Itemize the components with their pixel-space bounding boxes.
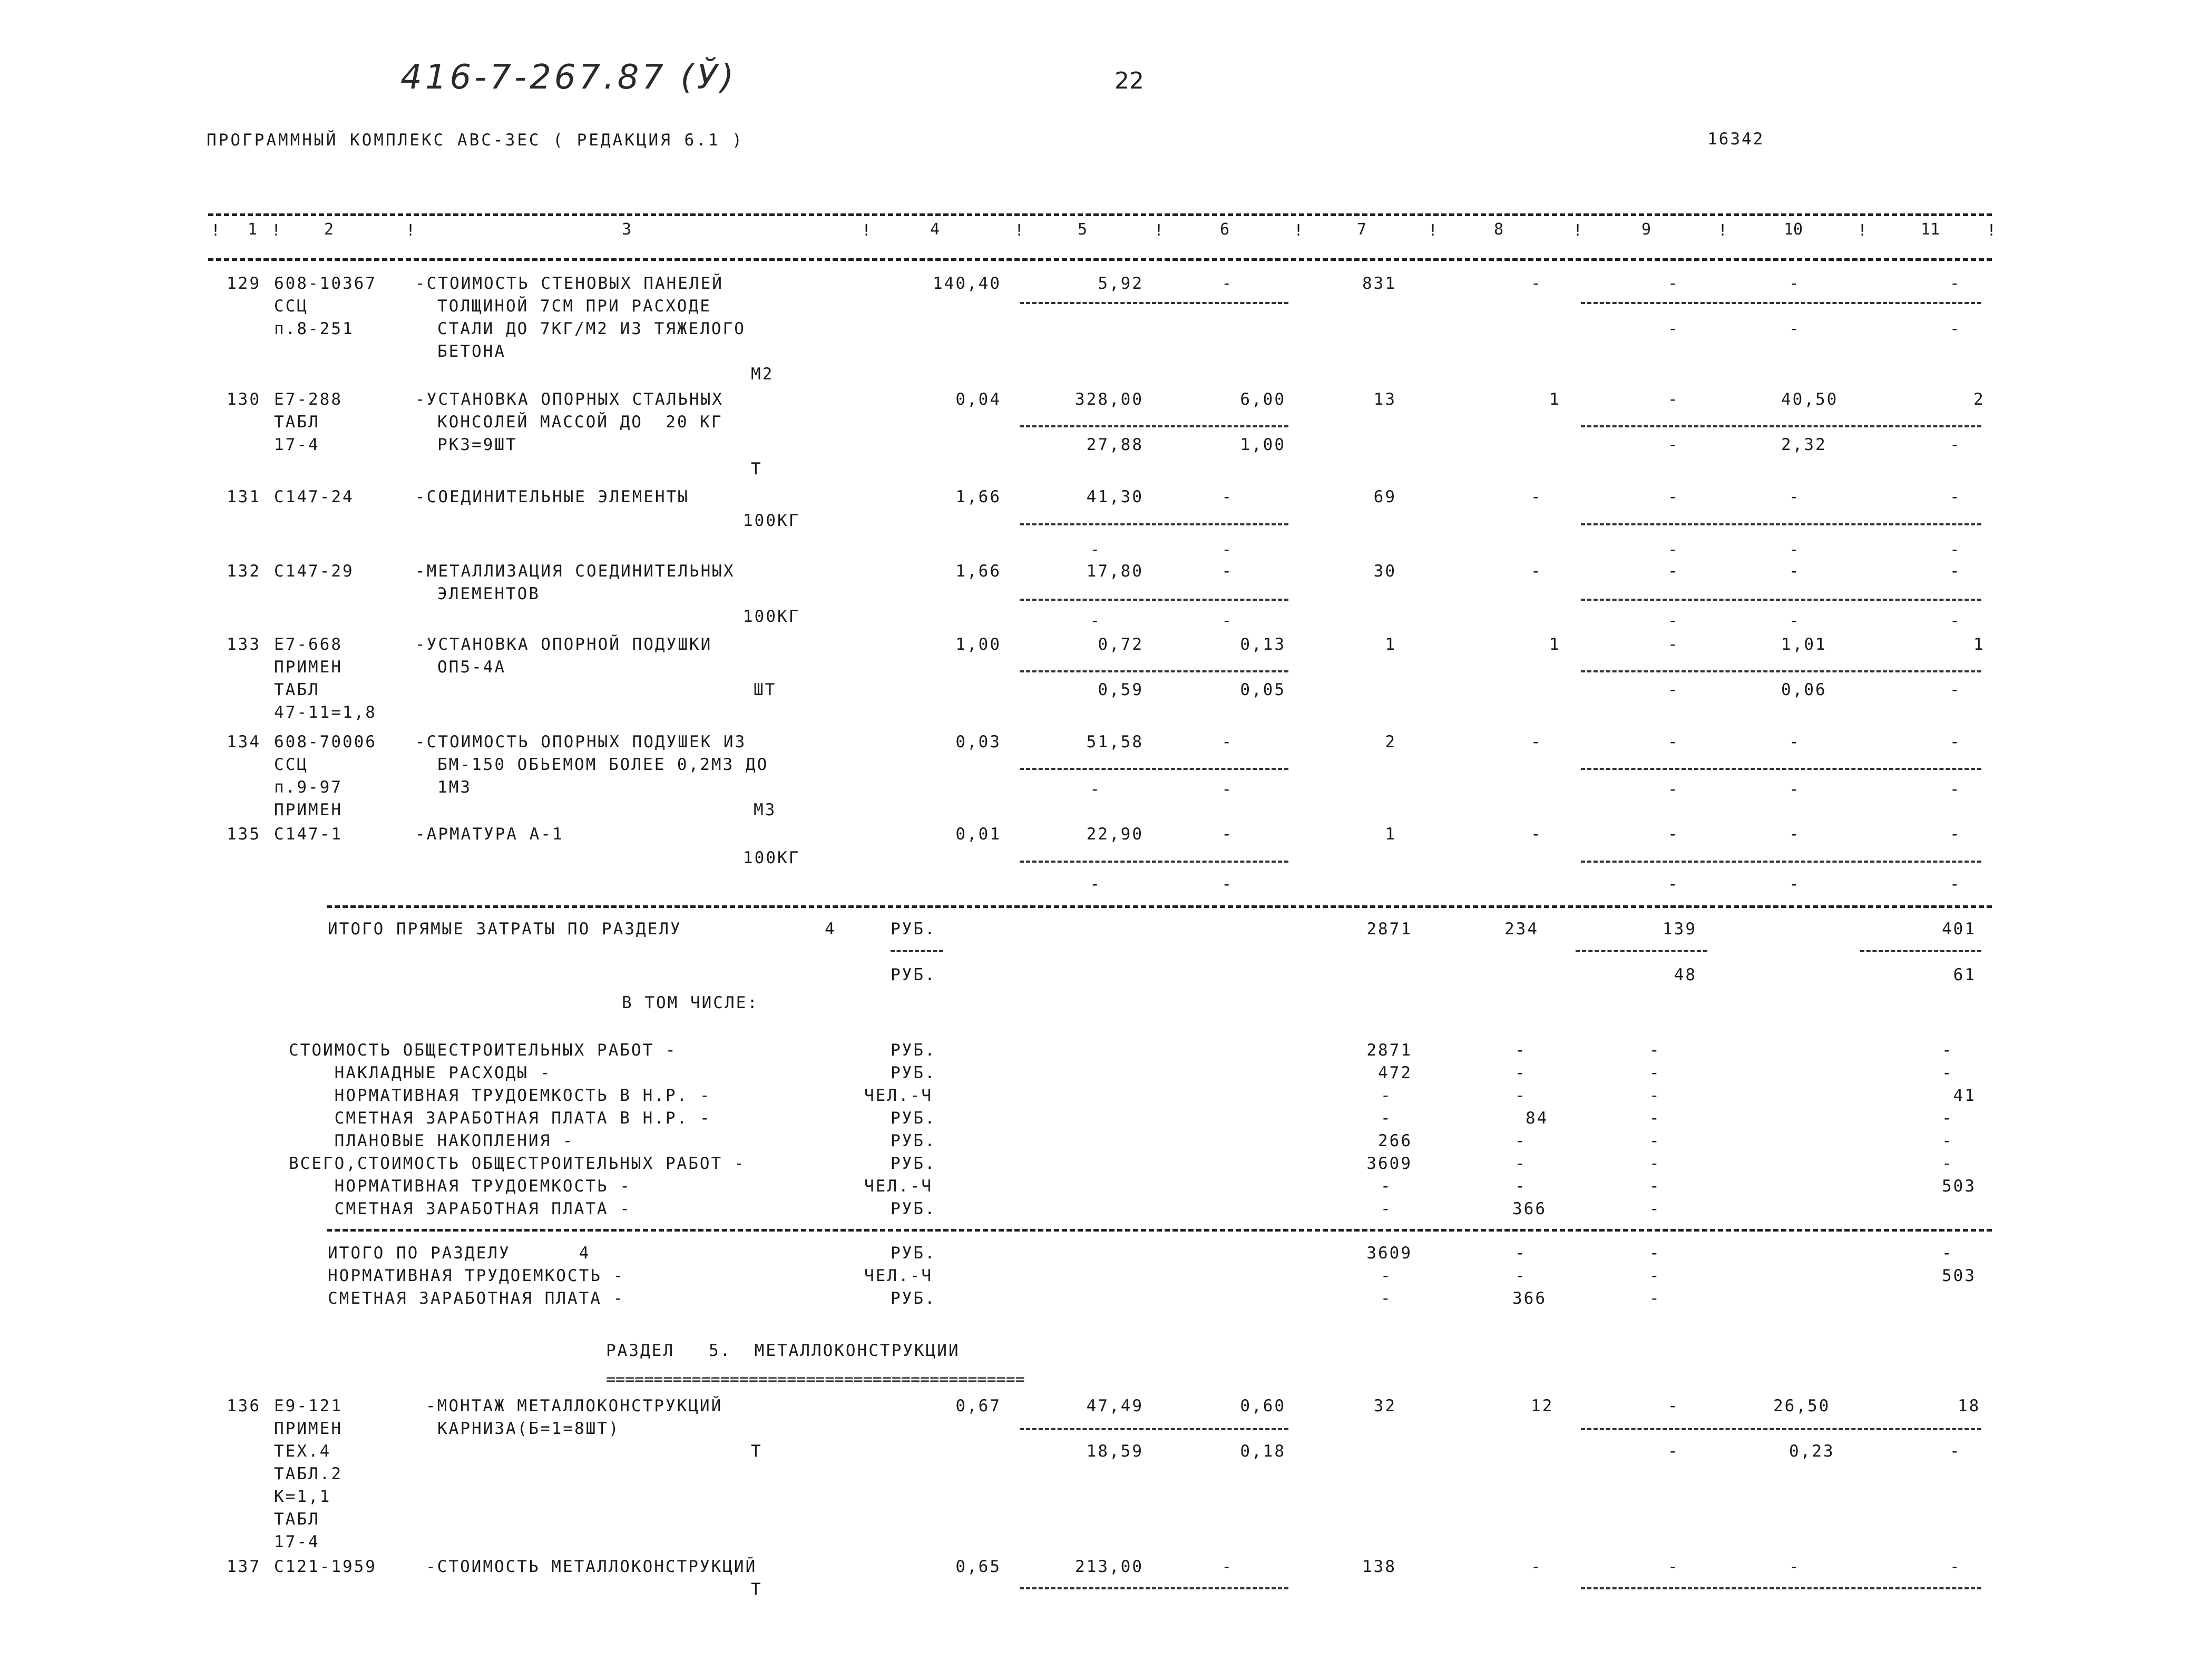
- col-header-4: 4: [930, 220, 940, 239]
- header-bottom-rule: [208, 258, 1992, 261]
- col-header-7: 7: [1357, 220, 1367, 239]
- col-header-10: 10: [1784, 220, 1803, 239]
- col-header-3: 3: [622, 220, 632, 239]
- col-header-9: 9: [1641, 220, 1651, 239]
- col-header-6: 6: [1220, 220, 1230, 239]
- col-header-8: 8: [1494, 220, 1504, 239]
- section5-title: РАЗДЕЛ 5. МЕТАЛЛОКОНСТРУКЦИИ: [606, 1341, 960, 1360]
- section-total-rule: [327, 1229, 1992, 1232]
- program-title: ПРОГРАММНЫЙ КОМПЛЕКС АВС-3ЕС ( РЕДАКЦИЯ 6.1 ): [207, 131, 744, 150]
- section5-rule: ============================================: [606, 1370, 1025, 1389]
- col-header-5: 5: [1078, 220, 1088, 239]
- col-header-11: 11: [1921, 220, 1940, 239]
- col-header-1: 1: [248, 220, 258, 239]
- handwritten-code: 416-7-267.87 (Ў): [400, 58, 737, 97]
- doc-number: 16342: [1707, 130, 1765, 149]
- header-top-rule: [208, 213, 1992, 216]
- col-header-2: 2: [324, 220, 334, 239]
- totals-rule: [327, 905, 1992, 908]
- including-label: В ТОМ ЧИСЛЕ:: [622, 993, 759, 1012]
- table-header: ! 1 ! 2 ! 3 ! 4 ! 5 ! 6 ! 7 ! 8 ! 9 ! 10 ! 11 !: [211, 220, 1997, 240]
- page-number: 22: [1115, 67, 1144, 94]
